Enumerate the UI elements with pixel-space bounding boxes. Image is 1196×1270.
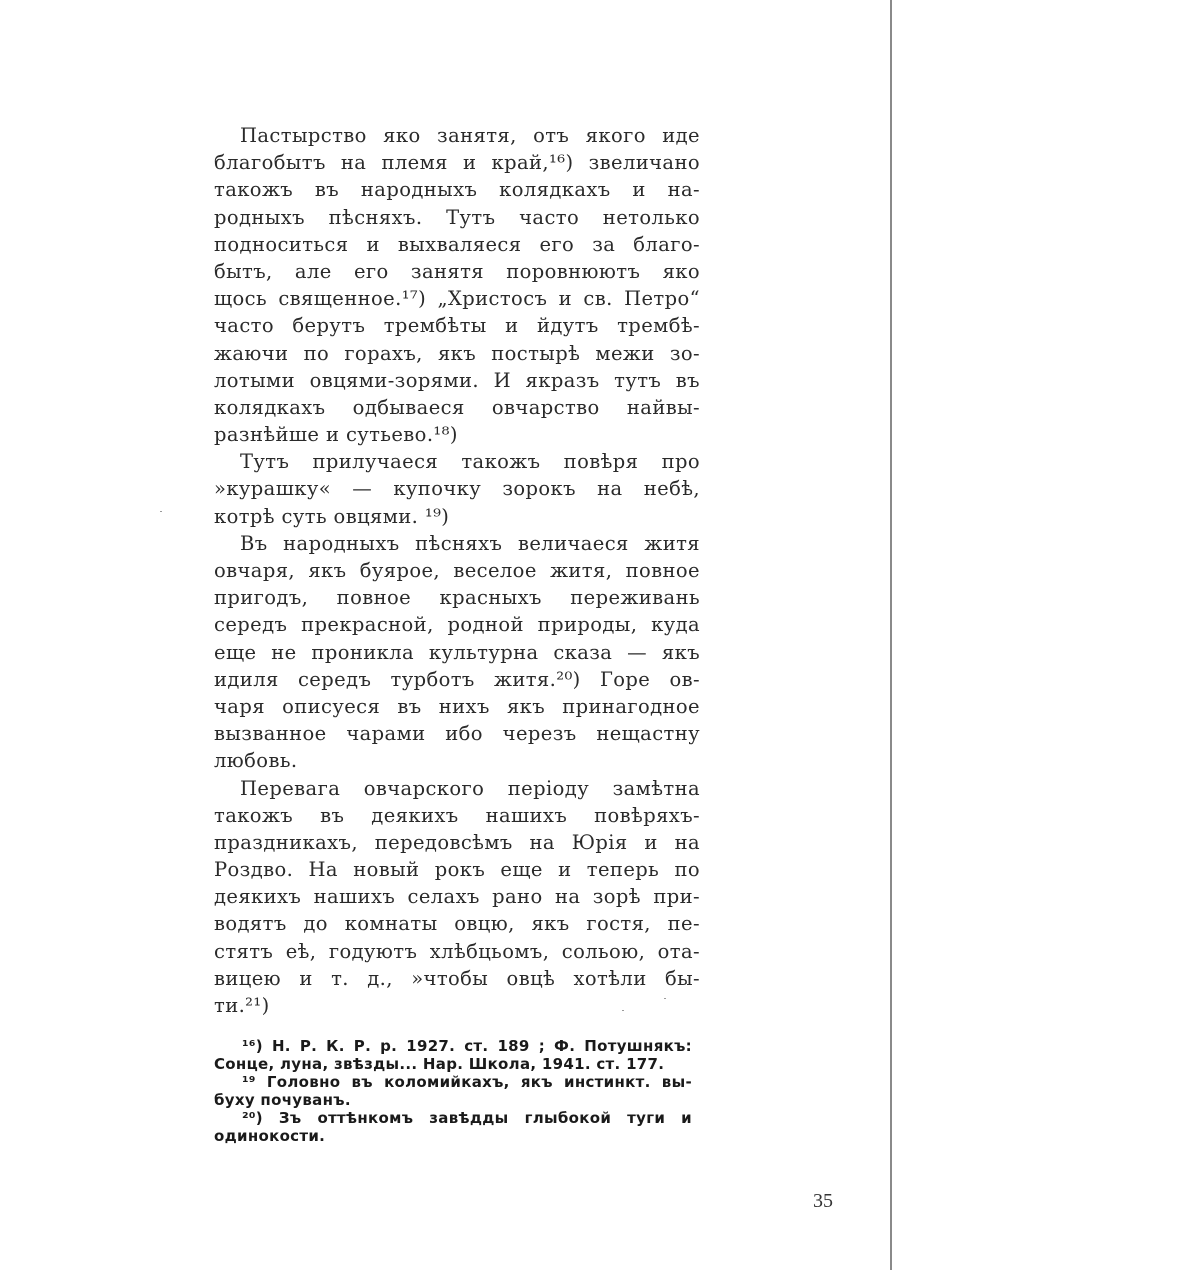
text-line: вызванное чарами ибо черезъ нещастну bbox=[214, 722, 700, 746]
text-line: котрѣ суть овцями. ¹⁹) bbox=[214, 504, 450, 528]
footnote-line: ¹⁹ Головно въ коломийкахъ, якъ инстинкт. вы- bbox=[242, 1073, 692, 1091]
text-line: благобытъ на племя и край,¹⁶) звеличано bbox=[214, 151, 700, 175]
text-line: Пастырство яко занятя, отъ якого иде bbox=[240, 124, 700, 147]
paragraph bbox=[214, 775, 700, 1020]
scan-speck bbox=[160, 511, 162, 512]
text-line: водятъ до комнаты овцю, якъ гостя, пе- bbox=[214, 912, 700, 936]
text-line: праздникахъ, передовсѣмъ на Юрiя и на bbox=[214, 830, 700, 854]
text-line: бытъ, але его занятя поровнюютъ яко bbox=[214, 259, 700, 283]
footnote-line: ¹⁶) Н. Р. К. Р. р. 1927. ст. 189 ; Ф. Потушнякъ: bbox=[242, 1037, 692, 1055]
text-line: идиля середъ турботъ житя.²⁰) Горе ов- bbox=[214, 667, 700, 691]
scan-speck bbox=[622, 1010, 624, 1011]
text-line: Въ народныхъ пѣсняхъ величаеся житя bbox=[240, 531, 700, 555]
text-line: родныхъ пѣсняхъ. Тутъ часто нетолько bbox=[214, 205, 700, 229]
paragraph bbox=[214, 530, 700, 775]
text-line: лотыми овцями-зорями. И якразъ тутъ въ bbox=[214, 368, 700, 392]
paragraph bbox=[214, 122, 700, 448]
footnote bbox=[214, 1073, 692, 1109]
footnote-line: буху почуванъ. bbox=[214, 1091, 351, 1109]
footnote-line: Сонце, луна, звѣзды... Нар. Школа, 1941. ст. 177. bbox=[214, 1055, 665, 1073]
footnote-line: ²⁰) Зъ оттѣнкомъ завѣдды глыбокой туги и bbox=[242, 1109, 692, 1127]
text-line: любовь. bbox=[214, 749, 298, 773]
text-line: Тутъ прилучаеся такожъ повѣря про bbox=[240, 450, 700, 474]
text-line: щось священное.¹⁷) „Христосъ и св. Петро“ bbox=[214, 287, 700, 311]
footnote bbox=[214, 1109, 692, 1145]
paragraph bbox=[214, 448, 700, 530]
text-line: Роздво. На новый рокъ еще и теперь по bbox=[214, 858, 700, 882]
text-line: середъ прекрасной, родной природы, куда bbox=[214, 613, 700, 637]
text-line: ти.²¹) bbox=[214, 994, 270, 1017]
scan-speck bbox=[664, 998, 666, 999]
footnote-line: одинокости. bbox=[214, 1127, 326, 1145]
text-line: вицею и т. д., »чтобы овцѣ хотѣли бы- bbox=[214, 966, 700, 990]
text-line: еще не проникла культурна сказа — якъ bbox=[214, 640, 700, 664]
text-line: стятъ еѣ, годуютъ хлѣбцьомъ, сольою, ота- bbox=[214, 939, 700, 963]
text-line: чаря описуеся въ нихъ якъ принагодное bbox=[214, 694, 700, 718]
text-line: часто берутъ трембѣты и йдутъ трембѣ- bbox=[214, 314, 700, 338]
text-line: »курашку« — купочку зорокъ на небѣ, bbox=[214, 477, 700, 501]
text-line: деякихъ нашихъ селахъ рано на зорѣ при- bbox=[214, 885, 700, 909]
text-line: овчаря, якъ буярое, веселое житя, повное bbox=[214, 559, 700, 582]
page-number: 35 bbox=[813, 1190, 833, 1212]
text-line: такожъ въ деякихъ нашихъ повѣряхъ- bbox=[214, 803, 700, 827]
text-line: такожъ въ народныхъ колядкахъ и на- bbox=[214, 178, 700, 202]
text-line: разнѣйше и сутьево.¹⁸) bbox=[214, 423, 458, 447]
text-line: Перевага овчарского перiоду замѣтна bbox=[240, 776, 700, 800]
footnotes bbox=[214, 1037, 692, 1145]
text-line: подноситься и выхваляеся его за благо- bbox=[214, 232, 700, 256]
text-line: колядкахъ одбываеся овчарство найвы- bbox=[214, 395, 700, 419]
text-line: жаючи по горахъ, якъ постырѣ межи зо- bbox=[214, 341, 700, 365]
text-line: пригодъ, повное красныхъ переживань bbox=[214, 586, 700, 610]
footnote bbox=[214, 1037, 692, 1073]
body-text bbox=[214, 122, 700, 1019]
